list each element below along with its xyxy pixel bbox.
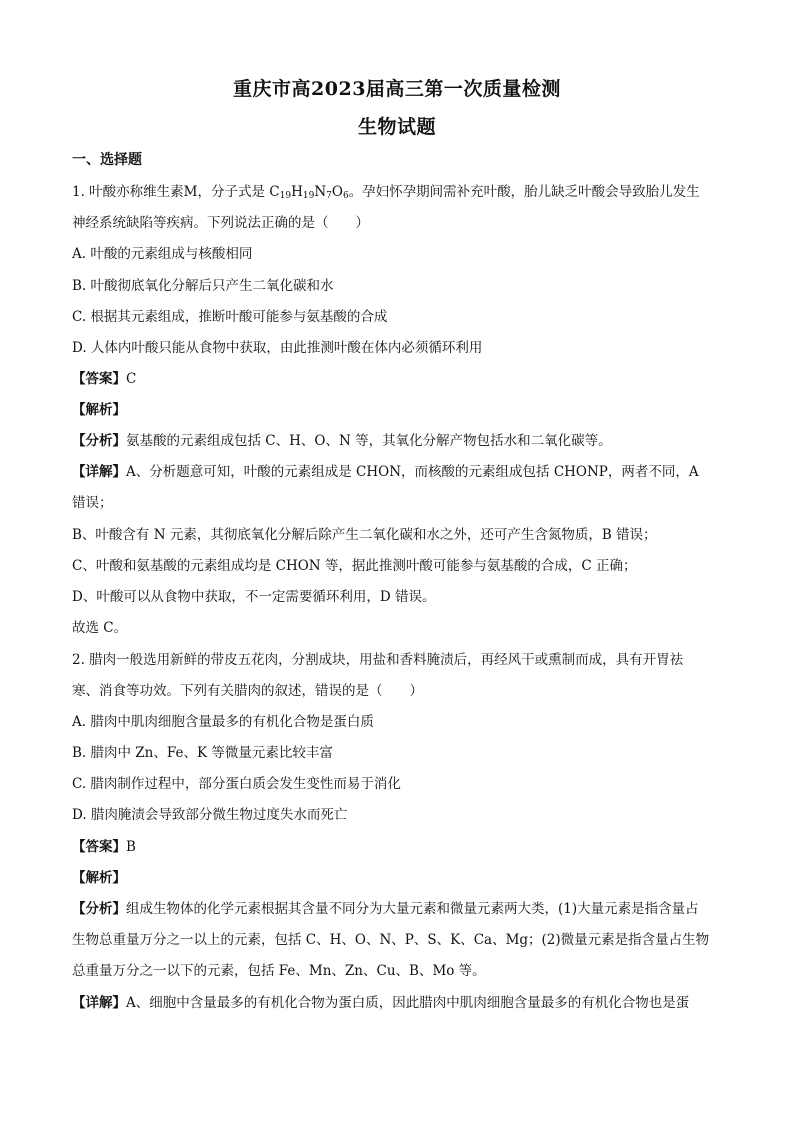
page-subtitle: 生物试题 [357,116,436,138]
q2-answer-tag: 【答案】 [72,839,126,855]
q1-detail-line4: D、叶酸可以从食物中获取，不一定需要循环利用，D 错误。 [72,589,436,605]
q2-detail-line1 [72,993,724,1013]
q1-sub2: 19 [302,191,315,201]
q1-sub3: 7 [326,191,332,201]
q2-fenxi-line3: 总重量万分之一以下的元素，包括 Fe、Mn、Zn、Cu、B、Mo 等。 [72,963,486,979]
q1-option-d: D. 人体内叶酸只能从食物中获取，由此推测叶酸在体内必须循环利用 [72,340,483,356]
q1-conclusion: 故选 C。 [72,620,128,636]
q2-stem-line2: 寒、消食等功效。下列有关腊肉的叙述，错误的是（ ） [72,683,423,699]
q1-answer [72,369,724,389]
q1-xiangjie-tag: 【详解】 [72,464,126,480]
q2-option-a: A. 腊肉中肌肉细胞含量最多的有机化合物是蛋白质 [72,714,374,730]
q2-option-c: C. 腊肉制作过程中，部分蛋白质会发生变性而易于消化 [72,776,401,792]
q1-stem-b: 。孕妇怀孕期间需补充叶酸，胎儿缺乏叶酸会导致胎儿发生 [348,184,700,200]
q1-option-b: B. 叶酸彻底氧化分解后只产生二氧化碳和水 [72,278,334,294]
q2-fenxi-tag: 【分析】 [72,901,126,917]
q1-sub1: 19 [279,191,292,201]
q2-answer [72,837,724,857]
q1-detail-line3: C、叶酸和氨基酸的元素组成均是 CHON 等，据此推测叶酸可能参与氨基酸的合成，C 正确； [72,558,637,574]
q1-mid1: H [291,184,303,200]
q1-sub4: 6 [342,191,349,201]
q2-option-d: D. 腊肉腌渍会导致部分微生物过度失水而死亡 [72,807,348,823]
q1-option-a: A. 叶酸的元素组成与核酸相同 [72,246,253,262]
q1-stem-a: 1. 叶酸亦称维生素M，分子式是 C [72,184,280,200]
q1-mid2: N [314,184,327,200]
page-title: 重庆市高2023届高三第一次质量检测 [233,78,561,100]
q2-fenxi-line1 [72,899,724,919]
q1-mid3: O [331,184,343,200]
q2-detail1: A、细胞中含量最多的有机化合物为蛋白质，因此腊肉中肌肉细胞含量最多的有机化合物也是蛋 [126,995,690,1011]
q1-option-c: C. 根据其元素组成，推断叶酸可能参与氨基酸的合成 [72,309,388,325]
q1-analysis-tag: 【解析】 [72,402,126,418]
q1-fenxi-text: 氨基酸的元素组成包括 C、H、O、N 等，其氧化分解产物包括水和二氧化碳等。 [126,433,612,449]
q1-answer-tag: 【答案】 [72,371,126,387]
q2-fenxi1: 组成生物体的化学元素根据其含量不同分为大量元素和微量元素两大类，(1)大量元素是指含量占 [126,901,699,917]
q2-fenxi-line2: 生物总重量万分之一以上的元素，包括 C、H、O、N、P、S、K、Ca、Mg；(2)微量元素是指含量占生物 [72,932,710,948]
q2-analysis-tag: 【解析】 [72,870,126,886]
q2-answer-value: B [126,839,136,855]
q1-fenxi-tag: 【分析】 [72,433,126,449]
q1-detail-line1b: 错误； [72,495,113,511]
q1-detail-line2: B、叶酸含有 N 元素，其彻底氧化分解后除产生二氧化碳和水之外，还可产生含氮物质，B 错误； [72,527,657,543]
section-heading: 一、选择题 [72,152,142,168]
q1-answer-value: C [126,371,137,387]
q1-stem-line1 [72,182,724,202]
q2-xiangjie-tag: 【详解】 [72,995,126,1011]
q1-fenxi [72,431,724,451]
q2-option-b: B. 腊肉中 Zn、Fe、K 等微量元素比较丰富 [72,745,333,761]
q1-stem-line2: 神经系统缺陷等疾病。下列说法正确的是（ ） [72,215,369,231]
q2-stem-line1: 2. 腊肉一般选用新鲜的带皮五花肉，分割成块，用盐和香料腌渍后，再经风干或熏制而成，具有开胃祛 [72,652,684,668]
q1-detail-line1 [72,462,724,482]
q1-detail1: A、分析题意可知，叶酸的元素组成是 CHON，而核酸的元素组成包括 CHONP，两者不同，A [126,464,699,480]
